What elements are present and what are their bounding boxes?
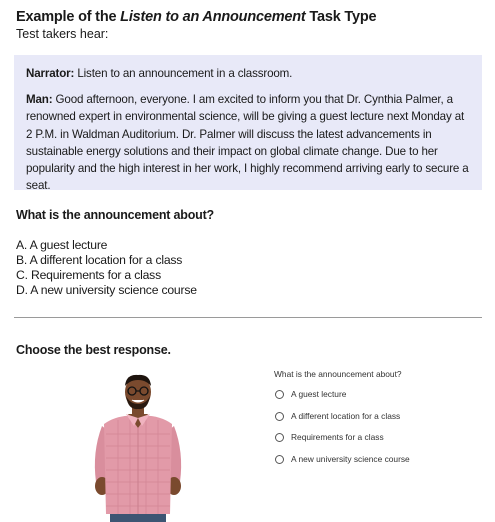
transcript-box	[14, 55, 482, 193]
choose-response-heading: Choose the best response.	[16, 343, 171, 357]
man-line	[26, 91, 470, 194]
choice-d-label: A new university science course	[291, 454, 410, 464]
man-text: Good afternoon, everyone. I am excited to inform you that Dr. Cynthia Palmer, a renowned expert in environmental science, will be giving a guest lecture next Monday at 2 P.M. in Waldman Auditorium. Dr. Palmer will discuss the latest advancements in sustainable energy solutions and their impact on global climate change. Due to her popularity and the high interest in her work, I highly recommend arriving early to secure a seat.	[26, 93, 469, 193]
title-suffix: Task Type	[305, 9, 377, 25]
radio-unselected-icon[interactable]	[275, 390, 284, 399]
choice-b[interactable]	[275, 411, 400, 421]
question-heading: What is the announcement about?	[16, 208, 214, 222]
option-a: A. A guest lecture	[16, 238, 108, 252]
page-subtitle: Test takers hear:	[16, 27, 109, 41]
option-c: C. Requirements for a class	[16, 268, 161, 282]
option-d: D. A new university science course	[16, 283, 197, 297]
screen-question: What is the announcement about?	[274, 369, 402, 379]
choice-d[interactable]	[275, 454, 410, 464]
option-b: B. A different location for a class	[16, 253, 183, 267]
page-title	[16, 9, 376, 25]
man-label: Man:	[26, 93, 53, 107]
choice-a-label: A guest lecture	[291, 389, 347, 399]
choice-b-label: A different location for a class	[291, 411, 401, 421]
narrator-line	[26, 65, 470, 82]
radio-unselected-icon[interactable]	[275, 433, 284, 442]
choice-c-label: Requirements for a class	[291, 432, 384, 442]
person-illustration-icon	[88, 372, 188, 522]
narrator-text: Listen to an announcement in a classroom.	[74, 67, 293, 80]
title-task-name: Listen to an Announcement	[120, 9, 306, 25]
section-divider	[14, 317, 482, 318]
radio-unselected-icon[interactable]	[275, 412, 284, 421]
radio-unselected-icon[interactable]	[275, 455, 284, 464]
title-prefix: Example of the	[16, 9, 121, 25]
narrator-label: Narrator:	[26, 67, 75, 80]
choice-c[interactable]	[275, 432, 384, 442]
choice-a[interactable]	[275, 389, 346, 399]
answer-options-list	[16, 238, 197, 298]
